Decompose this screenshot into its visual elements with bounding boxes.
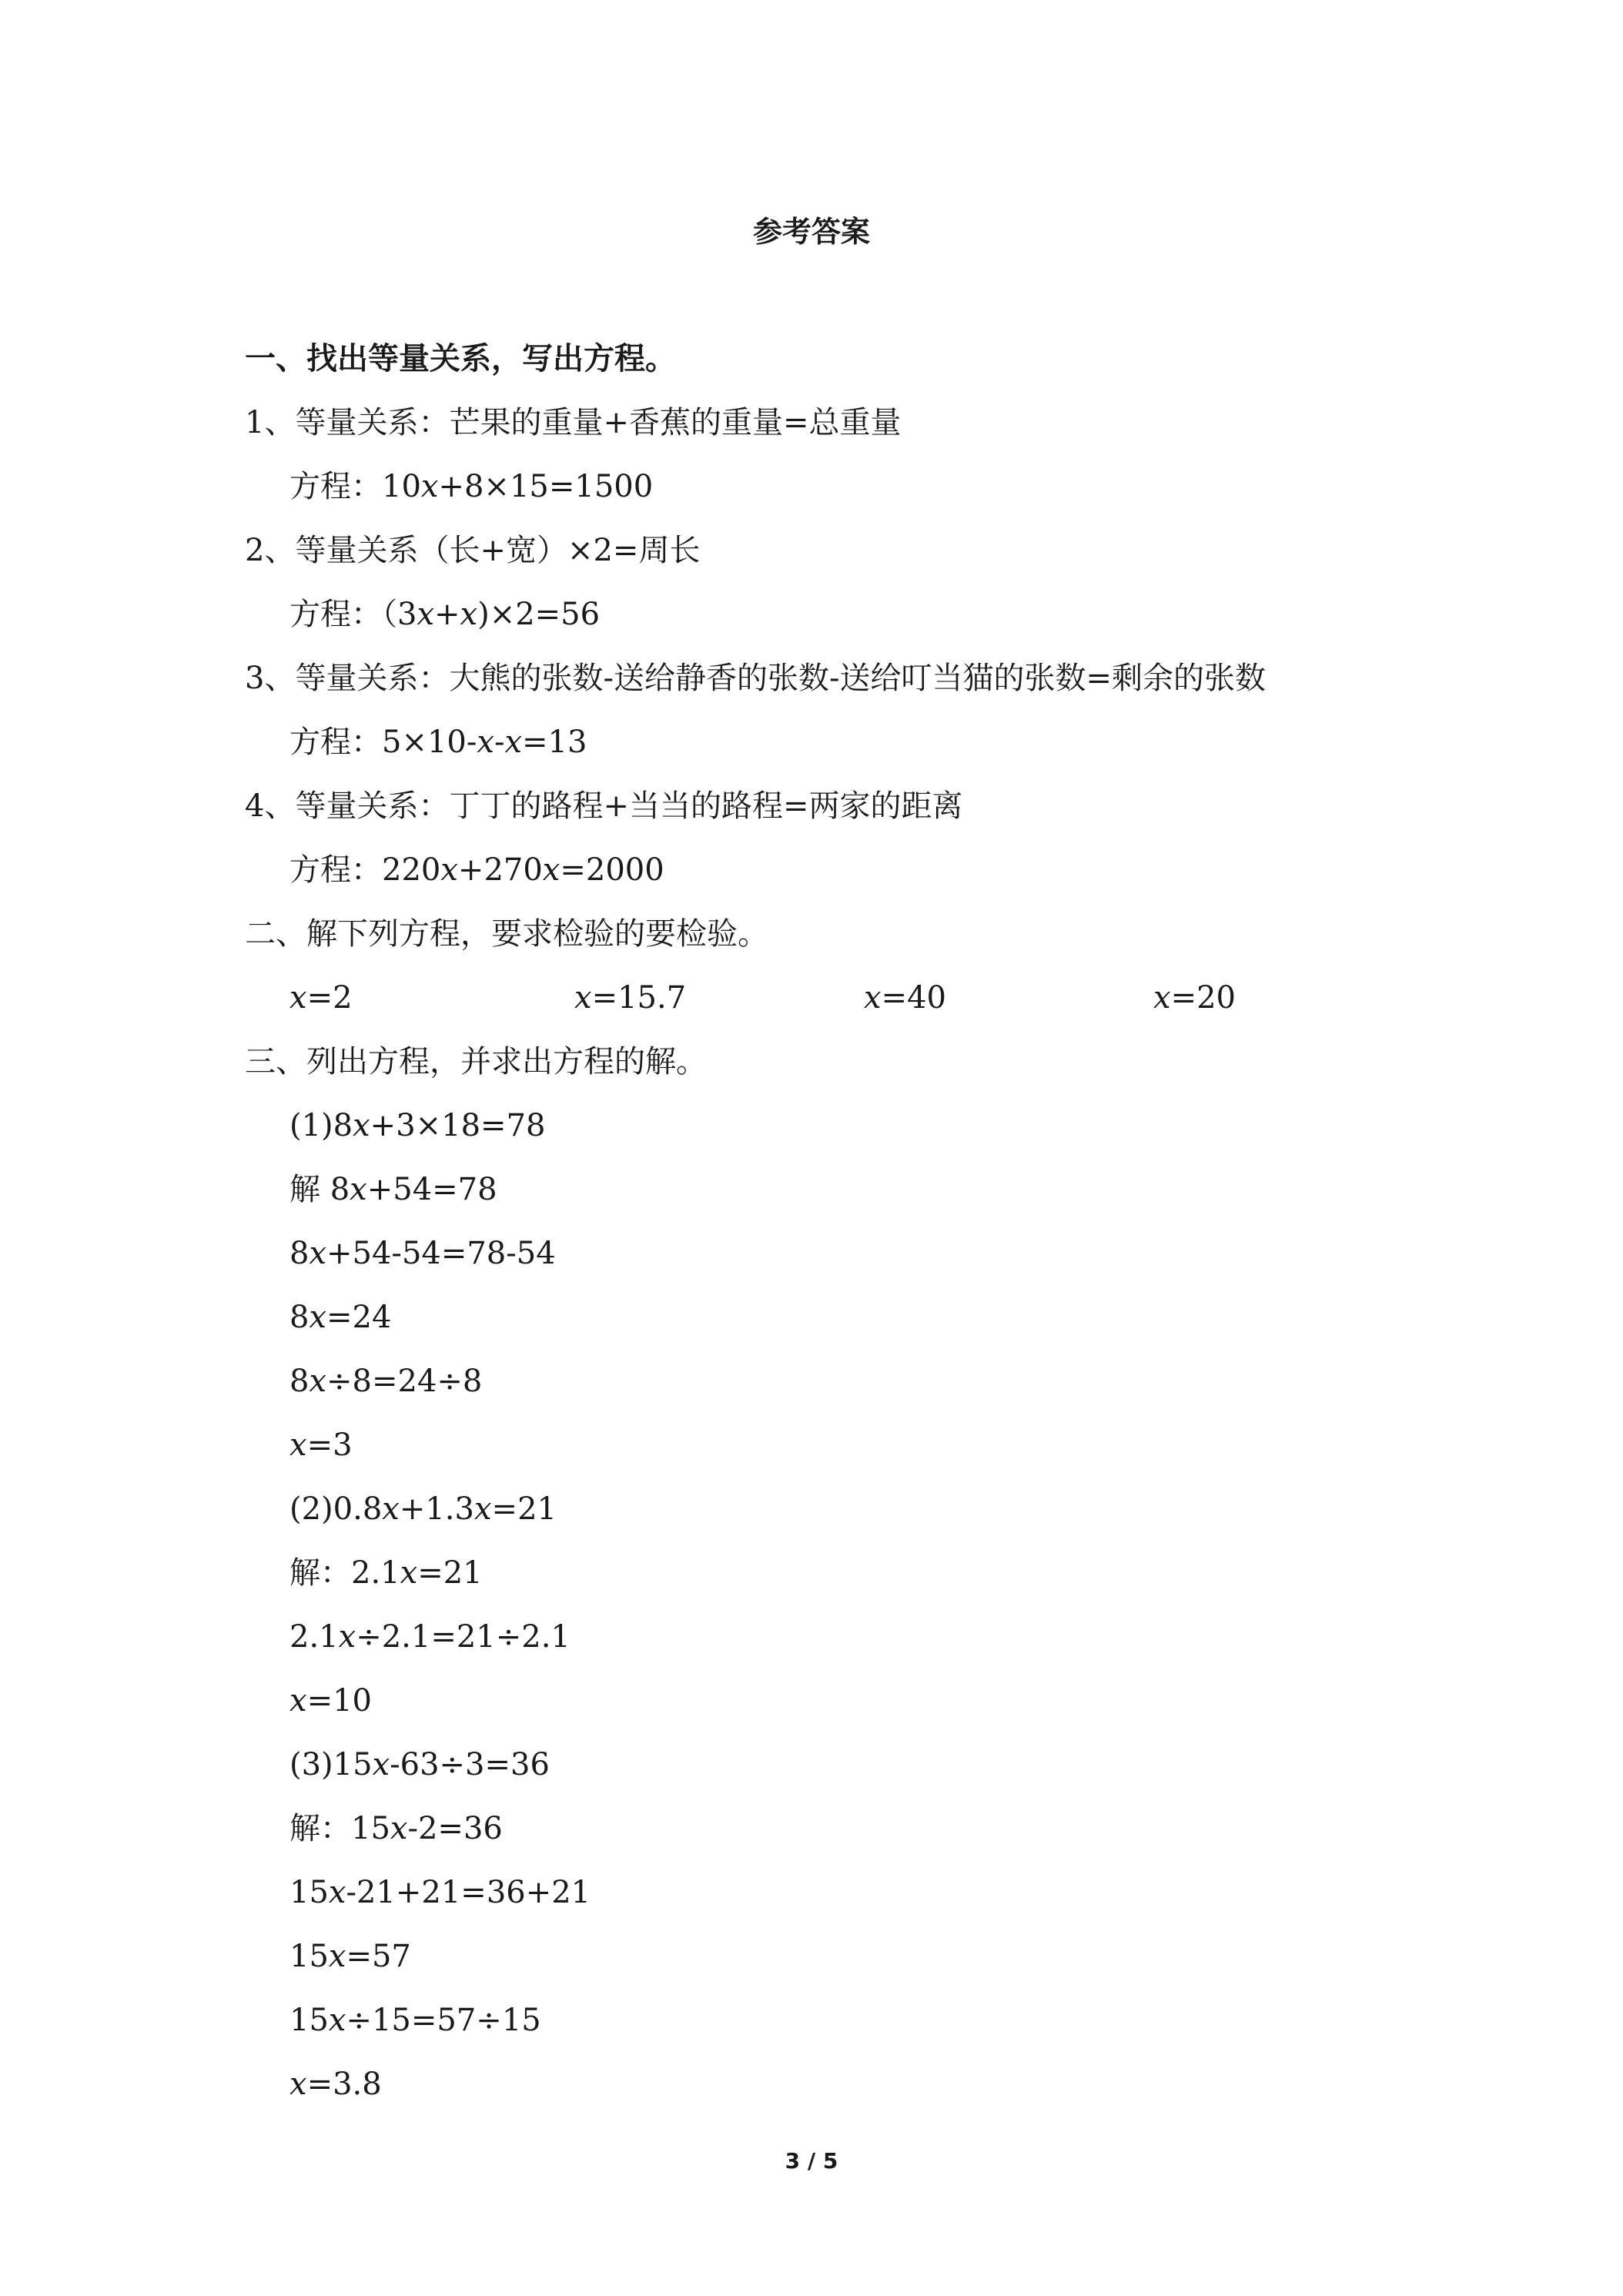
p2-line-1: (2)0.8x+1.3x=21: [289, 1491, 557, 1527]
p3-line-5: 15x÷15=57÷15: [289, 2003, 541, 2038]
section-2-heading: 二、解下列方程，要求检验的要检验。: [245, 916, 768, 952]
p2-line-2: 解：2.1x=21: [289, 1555, 483, 1591]
s2-answer-2: x=15.7: [574, 980, 687, 1016]
p3-line-3: 15x-21+21=36+21: [289, 1875, 591, 1910]
section-1-heading: 一、找出等量关系，写出方程。: [245, 341, 676, 377]
p2-line-3: 2.1x÷2.1=21÷2.1: [289, 1619, 571, 1655]
p1-line-5: 8x÷8=24÷8: [289, 1364, 483, 1399]
s2-answer-1: x=2: [289, 980, 353, 1016]
page-number: 3 / 5: [785, 2148, 838, 2174]
s2-answer-3: x=40: [864, 980, 946, 1016]
q1-equation: 方程：10x+8×15=1500: [289, 469, 654, 504]
s2-answer-4: x=20: [1153, 980, 1236, 1016]
page-title: 参考答案: [752, 215, 870, 249]
p3-line-4: 15x=57: [289, 1939, 411, 1974]
q1-relation: 1、等量关系：芒果的重量+香蕉的重量=总重量: [245, 405, 902, 440]
q2-equation: 方程：（3x+x)×2=56: [289, 597, 601, 632]
p1-line-3: 8x+54-54=78-54: [289, 1236, 556, 1271]
p1-line-6: x=3: [289, 1427, 353, 1463]
q3-relation: 3、等量关系：大熊的张数-送给静香的张数-送给叮当猫的张数=剩余的张数: [245, 661, 1266, 696]
q4-relation: 4、等量关系：丁丁的路程+当当的路程=两家的距离: [245, 788, 963, 824]
p3-line-2: 解：15x-2=36: [289, 1811, 503, 1846]
p1-line-1: (1)8x+3×18=78: [289, 1108, 546, 1143]
q3-equation: 方程：5×10-x-x=13: [289, 725, 587, 760]
p1-line-2: 解 8x+54=78: [289, 1172, 497, 1207]
q2-relation: 2、等量关系（长+宽）×2=周长: [245, 533, 701, 568]
p1-line-4: 8x=24: [289, 1300, 392, 1335]
p3-line-1: (3)15x-63÷3=36: [289, 1747, 550, 1782]
p3-line-6: x=3.8: [289, 2067, 382, 2102]
q4-equation: 方程：220x+270x=2000: [289, 852, 664, 888]
p2-line-4: x=10: [289, 1683, 372, 1719]
section-3-heading: 三、列出方程，并求出方程的解。: [245, 1044, 707, 1079]
